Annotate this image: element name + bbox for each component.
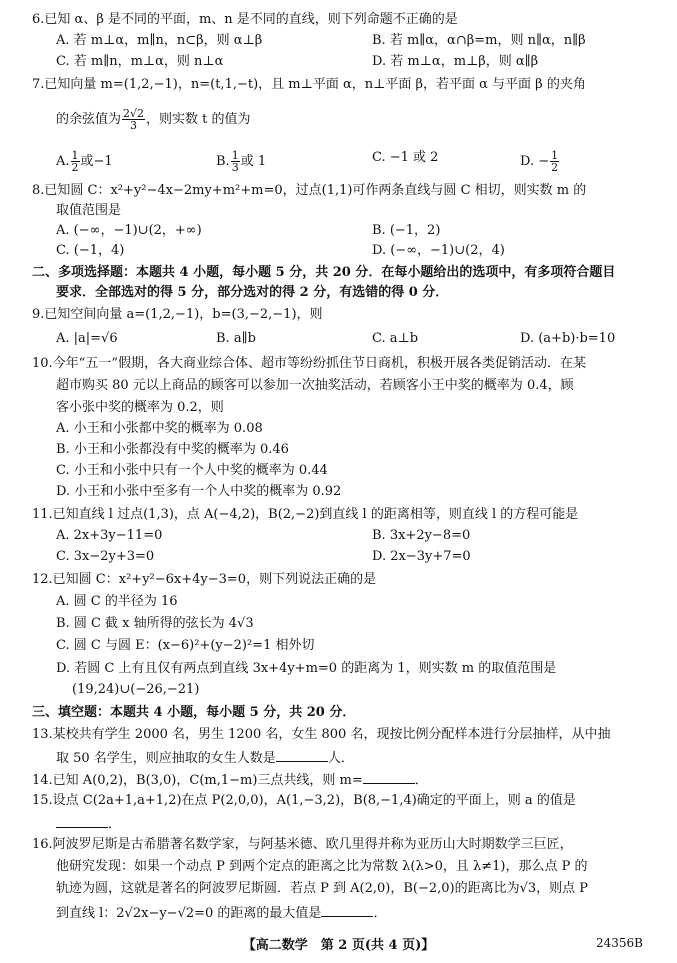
q12-option-b: B. 圆 C 截 x 轴所得的弦长为 4√3 [56,616,254,631]
q7-b-post: 或 1 [240,154,267,169]
q7-b-den: 3 [231,161,239,174]
q6-option-c: C. 若 m∥n，m⊥α，则 n⊥α [56,54,224,69]
q9-option-d: D. (a+b)·b=10 [520,331,616,346]
q7-stem: 7.已知向量 m=(1,2,−1)，n=(t,1,−t)，且 m⊥平面 α，n⊥平面 β，若平面 α 与平面 β 的夹角 [32,77,586,92]
q13-unit: 人． [327,751,354,766]
q7-d-fraction [550,150,559,173]
q7-d-den: 2 [551,161,559,174]
q15-stem: 15.设点 C(2a+1,a+1,2)在点 P(2,0,0)，A(1,−3,2)，B(8,−1,4)确定的平面上，则 a 的值是 [32,793,576,808]
q7-d-num: 1 [551,149,559,162]
q7-stem2-a: 的余弦值为 [56,112,122,127]
q7-b-label: B. [216,154,230,169]
q8-stem: 8.已知圆 C：x²+y²−4x−2my+m²+m=0，过点(1,1)可作两条直线与圆 C 相切，则实数 m 的 [32,183,587,198]
q7-b-num: 1 [231,149,239,162]
q7-cos-denominator: 3 [130,119,138,132]
q12-stem: 12.已知圆 C：x²+y²−6x+4y−3=0，则下列说法正确的是 [32,572,377,587]
q11-option-d: D. 2x−3y+7=0 [372,549,471,564]
q7-a-den: 2 [71,161,79,174]
q9-option-b: B. a∥b [216,331,256,346]
exam-code: 24356B [596,936,643,950]
q7-a-post: 或−1 [80,154,113,169]
q14-answer-blank[interactable] [363,771,415,784]
q11-option-b: B. 3x+2y−8=0 [372,528,471,543]
q13-stem-line1: 13.某校共有学生 2000 名，男生 1200 名，女生 800 名，现按比例分配样本进行分层抽样，从中抽 [32,727,611,742]
q6-option-d: D. 若 m⊥α，m⊥β，则 α∥β [372,54,539,69]
q14-end: ． [414,773,428,788]
q8-option-b: B. (−1，2) [372,223,441,238]
q16-text: 到直线 l：2√2x−y−√2=0 的距离的最大值是 [56,906,322,921]
q7-option-d [520,150,560,173]
q10-stem-line1: 10.今年“五一”假期，各大商业综合体、超市等纷纷抓住节日商机，积极开展各类促销活动．在某 [32,356,586,371]
q7-a-fraction [71,150,80,173]
q7-a-label: A. [56,154,70,169]
q9-stem: 9.已知空间向量 a=(1,2,−1)，b=(3,−2,−1)，则 [32,307,323,322]
q11-stem: 11.已知直线 l 过点(1,3)，点 A(−4,2)，B(2,−2)到直线 l 的距离相等，则直线 l 的方程可能是 [32,507,579,522]
section3-heading: 三、填空题：本题共 4 小题，每小题 5 分，共 20 分． [32,705,356,720]
q7-cos-fraction [122,108,145,131]
q7-d-label: D. − [520,154,550,169]
q10-stem-line2: 超市购买 80 元以上商品的顾客可以参加一次抽奖活动，若顾客小王中奖的概率为 0.4，顾 [56,378,574,393]
q10-option-c: C. 小王和小张中只有一个人中奖的概率为 0.44 [56,463,328,478]
q7-stem2-b: ，则实数 t 的值为 [146,112,251,127]
q12-option-d-line2: (19,24)∪(−26,−21) [72,682,200,697]
q16-stem-line4 [56,904,386,922]
q7-b-fraction [231,150,240,173]
q14-text: 14.已知 A(0,2)，B(3,0)，C(m,1−m)三点共线，则 m= [32,773,363,788]
q16-stem-line3: 轨迹为圆，这就是著名的阿波罗尼斯圆．若点 P 到 A(2,0)，B(−2,0)的距离比为√3，则点 P [56,881,589,896]
q8-option-c: C. (−1，4) [56,243,125,258]
q15-end: ． [108,817,122,832]
q7-stem-line2 [56,108,251,131]
q11-option-a: A. 2x+3y−11=0 [56,528,163,543]
page-footer: 【高二数学 第 2 页(共 4 页)】 [242,938,435,953]
q15-answer-blank[interactable] [56,815,108,828]
q7-option-c: C. −1 或 2 [372,150,439,165]
q14-stem [32,771,428,789]
q8-stem-line2: 取值范围是 [56,203,122,218]
q12-option-c: C. 圆 C 与圆 E：(x−6)²+(y−2)²=1 相外切 [56,638,315,653]
q10-option-b: B. 小王和小张都没有中奖的概率为 0.46 [56,442,289,457]
q10-stem-line3: 客小张中奖的概率为 0.2，则 [56,400,224,415]
q7-cos-numerator: 2√2 [123,107,145,120]
q9-option-c: C. a⊥b [372,331,419,346]
q7-option-b [216,150,266,173]
q16-end: ． [373,906,387,921]
q16-stem-line1: 16.阿波罗尼斯是古希腊著名数学家，与阿基米德、欧几里得并称为亚历山大时期数学三巨匠， [32,837,573,852]
q6-option-a: A. 若 m⊥α，m∥n，n⊂β，则 α⊥β [56,33,263,48]
q11-option-c: C. 3x−2y+3=0 [56,549,155,564]
q7-a-num: 1 [71,149,79,162]
q8-option-d: D. (−∞，−1)∪(2，4) [372,243,505,258]
q16-stem-line2: 他研究发现：如果一个动点 P 到两个定点的距离之比为常数 λ(λ>0，且 λ≠1)，那么点 P 的 [56,859,588,874]
section2-heading-line2: 要求．全部选对的得 5 分，部分选对的得 2 分，有选错的得 0 分． [56,285,449,300]
q12-option-d: D. 若圆 C 上有且仅有两点到直线 3x+4y+m=0 的距离为 1，则实数 m 的取值范围是 [56,661,557,676]
q8-option-a: A. (−∞，−1)∪(2，+∞) [56,223,202,238]
q13-stem-line2 [56,749,354,767]
q6-stem: 6.已知 α、β 是不同的平面，m、n 是不同的直线，则下列命题不正确的是 [32,12,458,27]
q13-text: 取 50 名学生，则应抽取的女生人数是 [56,751,276,766]
q12-option-a: A. 圆 C 的半径为 16 [56,594,178,609]
q10-option-a: A. 小王和小张都中奖的概率为 0.08 [56,421,263,436]
q15-stem-line2 [56,815,121,833]
section2-heading: 二、多项选择题：本题共 4 小题，每小题 5 分，共 20 分．在每小题给出的选项中，有多项符合题目 [32,265,616,280]
q16-answer-blank[interactable] [321,904,373,917]
q13-answer-blank[interactable] [276,749,328,762]
q7-option-a [56,150,113,173]
q6-option-b: B. 若 m∥α，α∩β=m，则 n∥α，n∥β [372,33,586,48]
q10-option-d: D. 小王和小张中至多有一个人中奖的概率为 0.92 [56,484,342,499]
q9-option-a: A. |a|=√6 [56,331,118,346]
